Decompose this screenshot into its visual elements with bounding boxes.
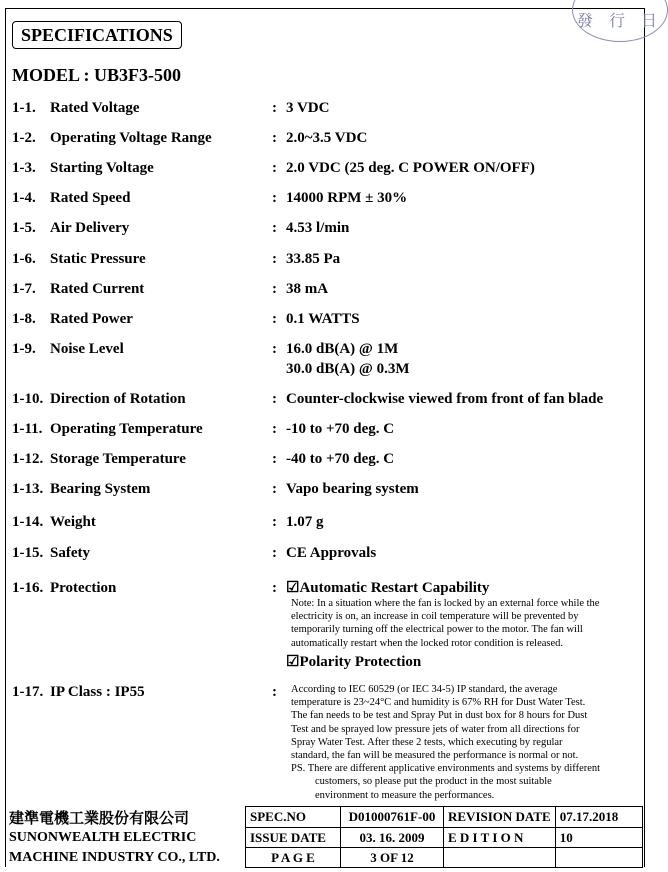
spec-colon: :: [272, 130, 277, 146]
spec-colon: :: [272, 684, 277, 700]
spec-value: 0.1 WATTS: [286, 311, 360, 327]
spec-value-2: 30.0 dB(A) @ 0.3M: [286, 361, 410, 377]
spec-number: 1-2.: [12, 130, 36, 146]
spec-value: -40 to +70 deg. C: [286, 451, 395, 467]
spec-label: Weight: [50, 514, 96, 530]
spec-value: [286, 578, 489, 598]
spec-value: 2.0 VDC (25 deg. C POWER ON/OFF): [286, 160, 535, 176]
spec-value: 1.07 g: [286, 514, 324, 530]
spec-number: 1-7.: [12, 281, 36, 297]
spec-label: Operating Voltage Range: [50, 130, 212, 146]
spec-label: Protection: [50, 580, 117, 596]
spec-number: 1-10.: [12, 391, 44, 407]
company-english-2: MACHINE INDUSTRY CO., LTD.: [5, 848, 246, 868]
spec-number: 1-11.: [12, 421, 43, 437]
spec-label: Direction of Rotation: [50, 391, 186, 407]
spec-value: 3 VDC: [286, 100, 330, 116]
spec-label: Noise Level: [50, 341, 124, 357]
spec-colon: :: [272, 545, 277, 561]
spec-value-text: Automatic Restart Capability: [299, 580, 490, 596]
spec-number: 1-5.: [12, 220, 36, 236]
spec-value: 4.53 l/min: [286, 220, 350, 236]
spec-number: 1-1.: [12, 100, 36, 116]
spec-label: Safety: [50, 545, 90, 561]
title-block: [5, 806, 643, 868]
spec-colon: :: [272, 100, 277, 116]
spec-label: Starting Voltage: [50, 160, 154, 176]
spec-label: Rated Power: [50, 311, 133, 327]
revision-value: 07.17.2018: [555, 807, 642, 828]
spec-label: Operating Temperature: [50, 421, 203, 437]
spec-value: 16.0 dB(A) @ 1M: [286, 341, 399, 357]
spec-colon: :: [272, 514, 277, 530]
spec-colon: :: [272, 160, 277, 176]
spec-number: 1-13.: [12, 481, 44, 497]
model-heading: MODEL : UB3F3-500: [12, 65, 181, 85]
spec-label: Rated Current: [50, 281, 145, 297]
spec-label: Storage Temperature: [50, 451, 186, 467]
checkbox-icon: ☑: [286, 654, 300, 670]
spec-colon: :: [272, 251, 277, 267]
spec-number: 1-15.: [12, 545, 44, 561]
spec-label: Bearing System: [50, 481, 151, 497]
spec-label: Air Delivery: [50, 220, 130, 236]
ip-note: According to IEC 60529 (or IEC 34-5) IP standard, the average temperature is 23~24°C and humidity is 67% RH for Dust Water Test. The fan needs to be test and Spray Put in dust box for 8 hours for Dust Test and be sprayed low pressure jets of water from all directions for Spray Water Test. After these 2 tests, which executing by regular standard, the fan will be measured the performance is normal or not. PS. There are different applicative environments and systems by different customers, so please put the product in the most suitable environment to measure the performances.: [291, 684, 601, 801]
spec-label: Rated Voltage: [50, 100, 140, 116]
spec-number: 1-3.: [12, 160, 36, 176]
spec-value: CE Approvals: [286, 545, 377, 561]
spec-colon: :: [272, 341, 277, 357]
spec-value: Vapo bearing system: [286, 481, 419, 497]
spec-colon: :: [272, 220, 277, 236]
revision-label: REVISION DATE: [444, 807, 556, 828]
spec-colon: :: [272, 391, 277, 407]
issue-date-value: 03. 16. 2009: [341, 828, 444, 848]
polarity-protection: ☑Polarity Protection: [286, 654, 422, 670]
spec-colon: :: [272, 451, 277, 467]
spec-colon: :: [272, 311, 277, 327]
spec-colon: :: [272, 421, 277, 437]
blank-cell: [444, 848, 556, 868]
spec-no-label: SPEC.NO: [246, 807, 341, 828]
page-value: 3 OF 12: [341, 848, 444, 868]
spec-no-value: D01000761F-00: [341, 807, 444, 828]
issue-date-label: ISSUE DATE: [246, 828, 341, 848]
spec-label: IP Class : IP55: [50, 684, 145, 700]
edition-value: 10: [555, 828, 642, 848]
company-english-1: SUNONWEALTH ELECTRIC: [5, 828, 246, 848]
spec-number: 1-16.: [12, 580, 44, 596]
spec-value: 38 mA: [286, 281, 329, 297]
blank-cell: [555, 848, 642, 868]
spec-number: 1-14.: [12, 514, 44, 530]
spec-label: Rated Speed: [50, 190, 131, 206]
spec-colon: :: [272, 481, 277, 497]
spec-value: 33.85 Pa: [286, 251, 341, 267]
spec-colon: :: [272, 580, 277, 596]
spec-number: 1-8.: [12, 311, 36, 327]
spec-number: 1-6.: [12, 251, 36, 267]
page-title: SPECIFICATIONS: [12, 21, 182, 49]
page-label: P A G E: [246, 848, 341, 868]
spec-number: 1-12.: [12, 451, 44, 467]
company-chinese: 建準電機工業股份有限公司: [5, 807, 246, 828]
spec-value: 14000 RPM ± 30%: [286, 190, 408, 206]
checkbox-icon: ☑: [286, 580, 300, 596]
issue-stamp: 發 行 日: [572, 0, 668, 42]
spec-number: 1-17.: [12, 684, 44, 700]
spec-value: 2.0~3.5 VDC: [286, 130, 368, 146]
spec-number: 1-4.: [12, 190, 36, 206]
edition-label: E D I T I O N: [444, 828, 556, 848]
spec-number: 1-9.: [12, 341, 36, 357]
spec-colon: :: [272, 281, 277, 297]
spec-colon: :: [272, 190, 277, 206]
spec-value: Counter-clockwise viewed from front of fan blade: [286, 391, 604, 407]
spec-label: Static Pressure: [50, 251, 146, 267]
spec-value: -10 to +70 deg. C: [286, 421, 395, 437]
protection-note: Note: In a situation where the fan is locked by an external force while the electricity is on, an increase in coil temperature will be prevented by temporarily turning off the electrical power to the motor. The fan will automatically restart when the locked rotor condition is released.: [291, 598, 600, 649]
